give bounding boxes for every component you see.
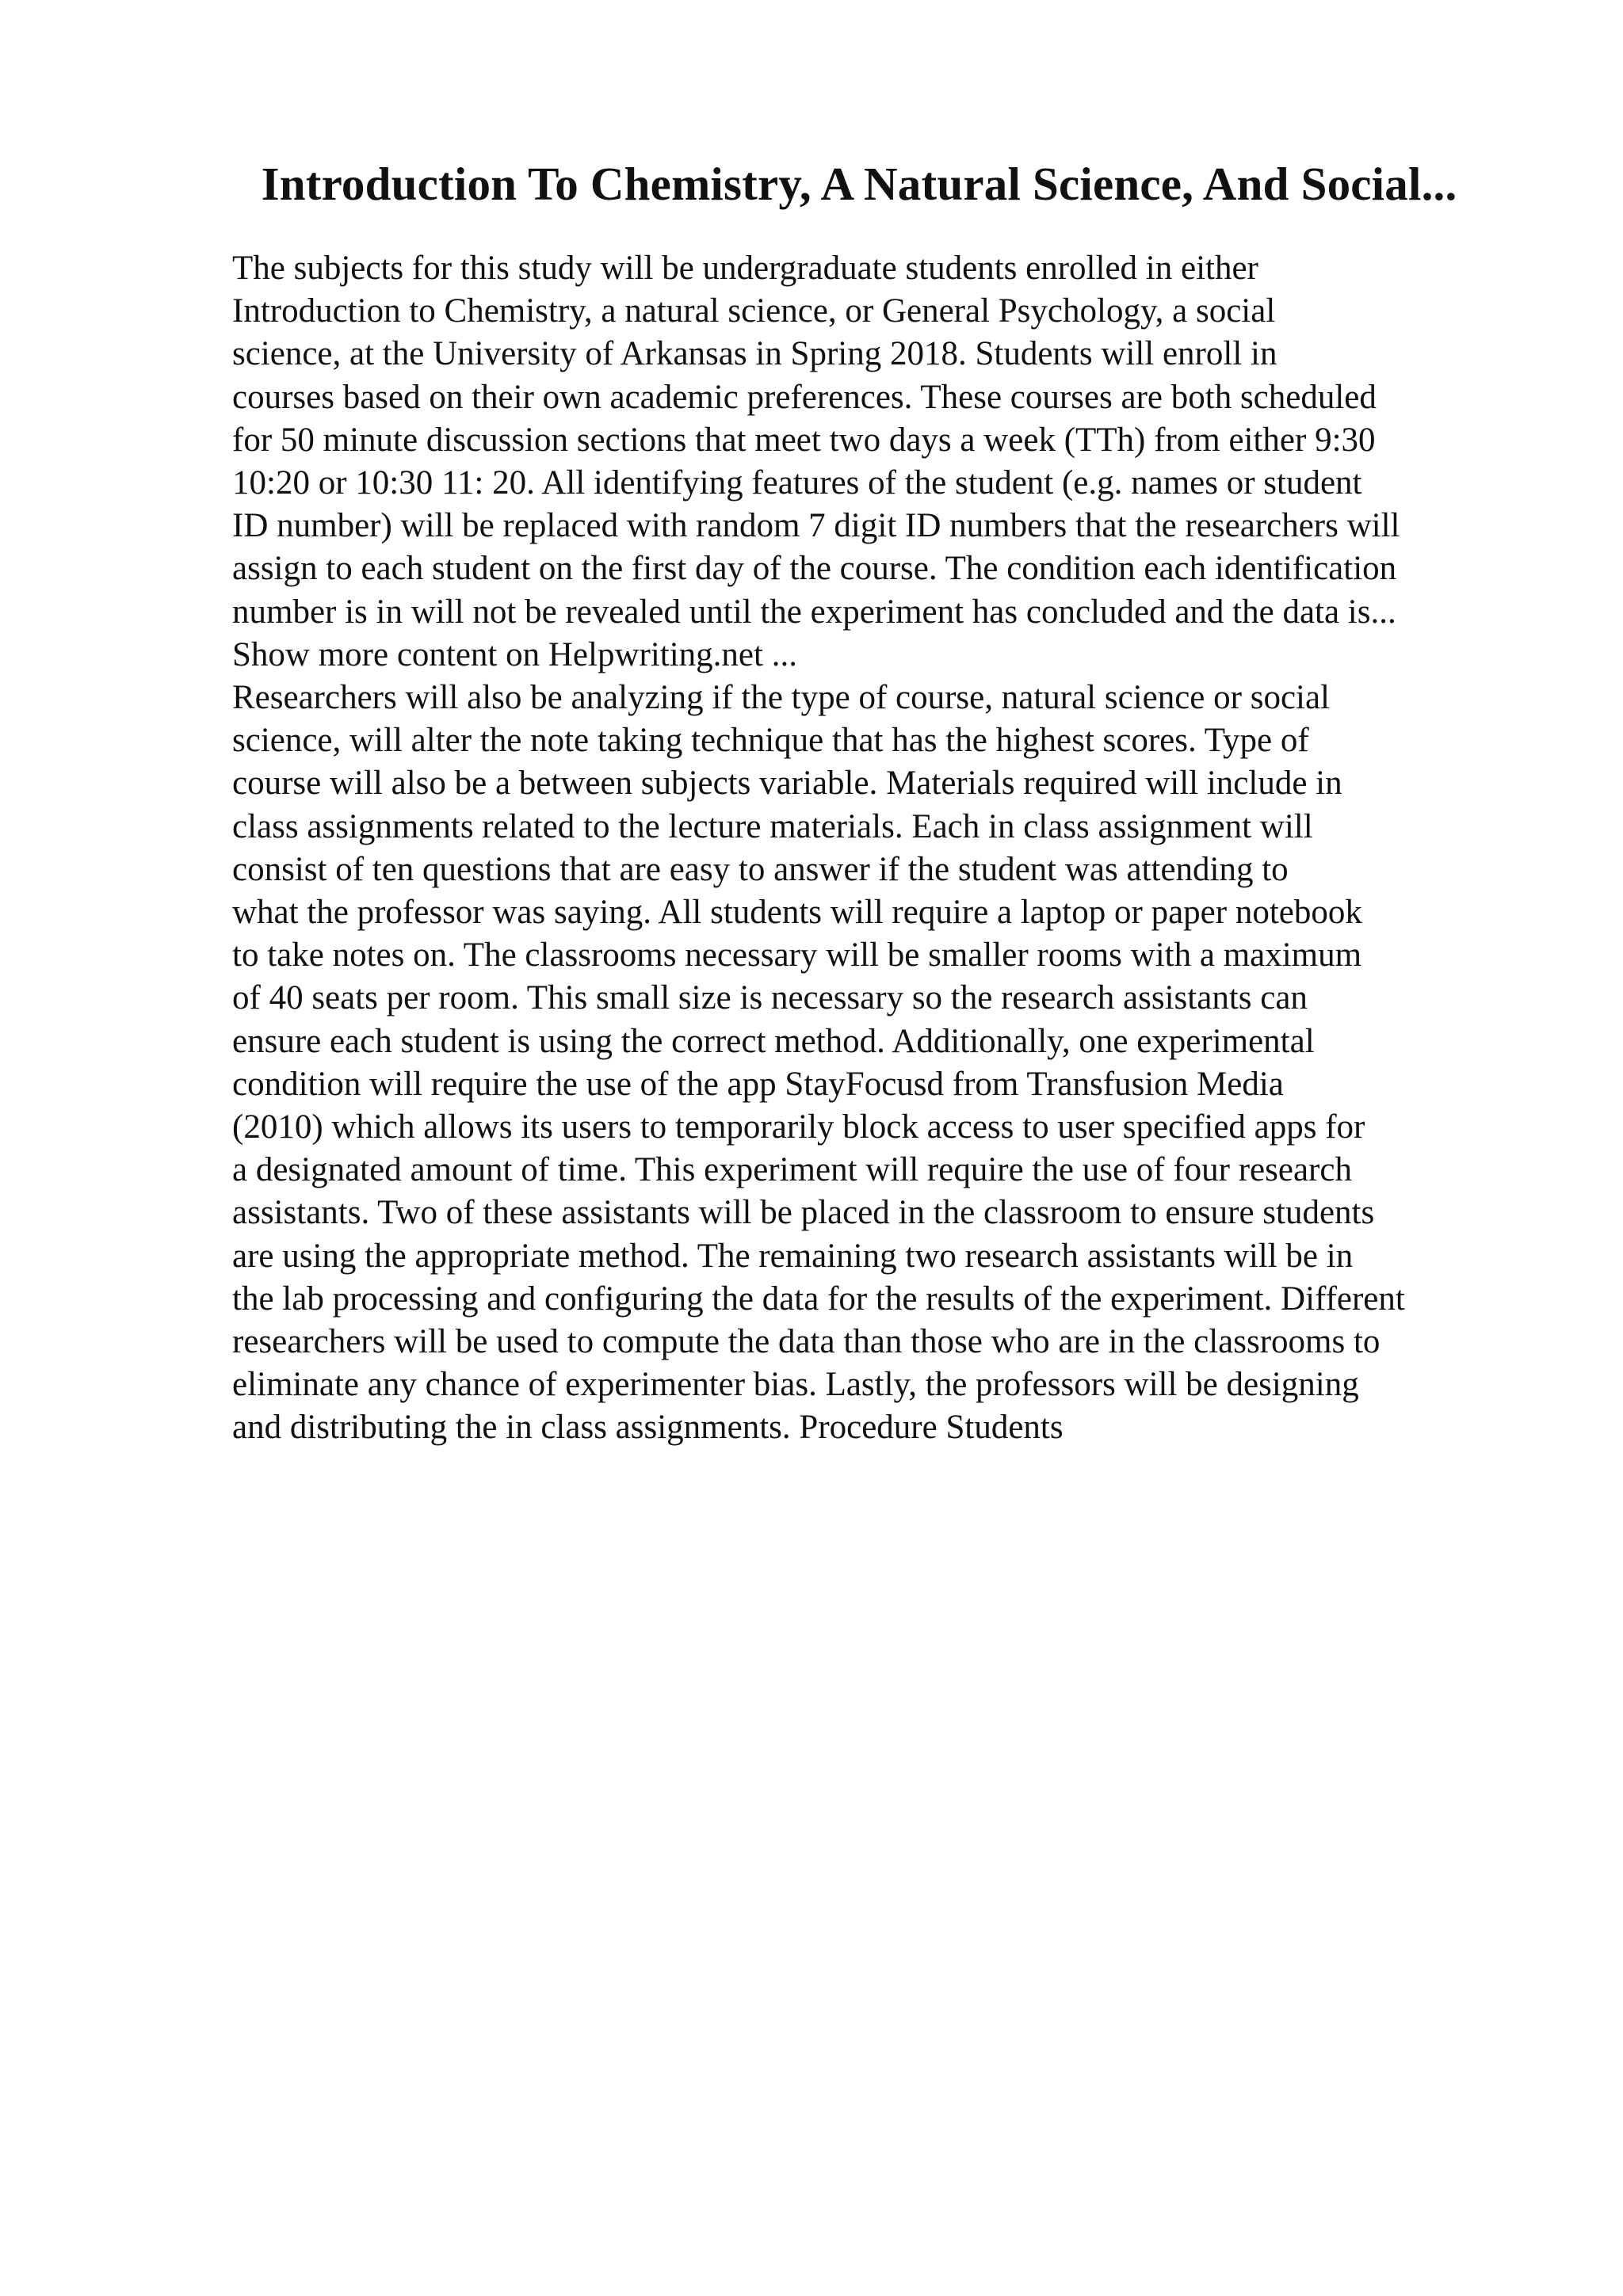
body-line: condition will require the use of the app StayFocusd from Transfusion Media	[232, 1065, 1284, 1103]
body-line: class assignments related to the lecture materials. Each in class assignment will	[232, 807, 1313, 845]
body-line: are using the appropriate method. The remaining two research assistants will be in	[232, 1237, 1354, 1275]
body-line: a designated amount of time. This experiment will require the use of four research	[232, 1151, 1352, 1189]
body-line: science, at the University of Arkansas in Spring 2018. Students will enroll in	[232, 335, 1277, 373]
document-title: Introduction To Chemistry, A Natural Science, And Social...	[261, 158, 1457, 210]
body-line: science, will alter the note taking technique that has the highest scores. Type of	[232, 722, 1309, 760]
body-line: the lab processing and configuring the data for the results of the experiment. Different	[232, 1280, 1405, 1318]
body-line: consist of ten questions that are easy to answer if the student was attending to	[232, 850, 1289, 888]
body-line: what the professor was saying. All students will require a laptop or paper notebook	[232, 894, 1362, 932]
body-line: researchers will be used to compute the data than those who are in the classrooms to	[232, 1323, 1381, 1361]
body-line: assign to each student on the first day of the course. The condition each identification	[232, 550, 1397, 588]
body-line: course will also be a between subjects variable. Materials required will include in	[232, 765, 1342, 803]
body-line: ensure each student is using the correct method. Additionally, one experimental	[232, 1022, 1315, 1060]
body-line: and distributing the in class assignments. Procedure Students	[232, 1409, 1064, 1447]
body-line: number is in will not be revealed until the experiment has concluded and the data is...	[232, 593, 1396, 631]
body-line: courses based on their own academic preferences. These courses are both scheduled	[232, 378, 1377, 416]
body-line: ID number) will be replaced with random 7 digit ID numbers that the researchers will	[232, 507, 1400, 545]
body-line: to take notes on. The classrooms necessary will be smaller rooms with a maximum	[232, 936, 1362, 974]
body-line: of 40 seats per room. This small size is necessary so the research assistants can	[232, 979, 1308, 1017]
body-line: Researchers will also be analyzing if the type of course, natural science or social	[232, 679, 1331, 717]
body-line: The subjects for this study will be undergraduate students enrolled in either	[232, 250, 1258, 287]
document-body	[232, 247, 1595, 1450]
body-line: (2010) which allows its users to temporarily block access to user specified apps for	[232, 1108, 1365, 1146]
body-line: for 50 minute discussion sections that meet two days a week (TTh) from either 9:30	[232, 421, 1376, 459]
body-line: Introduction to Chemistry, a natural science, or General Psychology, a social	[232, 292, 1276, 330]
body-line: 10:20 or 10:30 11: 20. All identifying features of the student (e.g. names or student	[232, 464, 1362, 502]
body-line: assistants. Two of these assistants will be placed in the classroom to ensure students	[232, 1194, 1375, 1232]
body-line: eliminate any chance of experimenter bias. Lastly, the professors will be designing	[232, 1366, 1359, 1404]
show-more-link[interactable]: Show more content on Helpwriting.net ...	[232, 635, 797, 673]
